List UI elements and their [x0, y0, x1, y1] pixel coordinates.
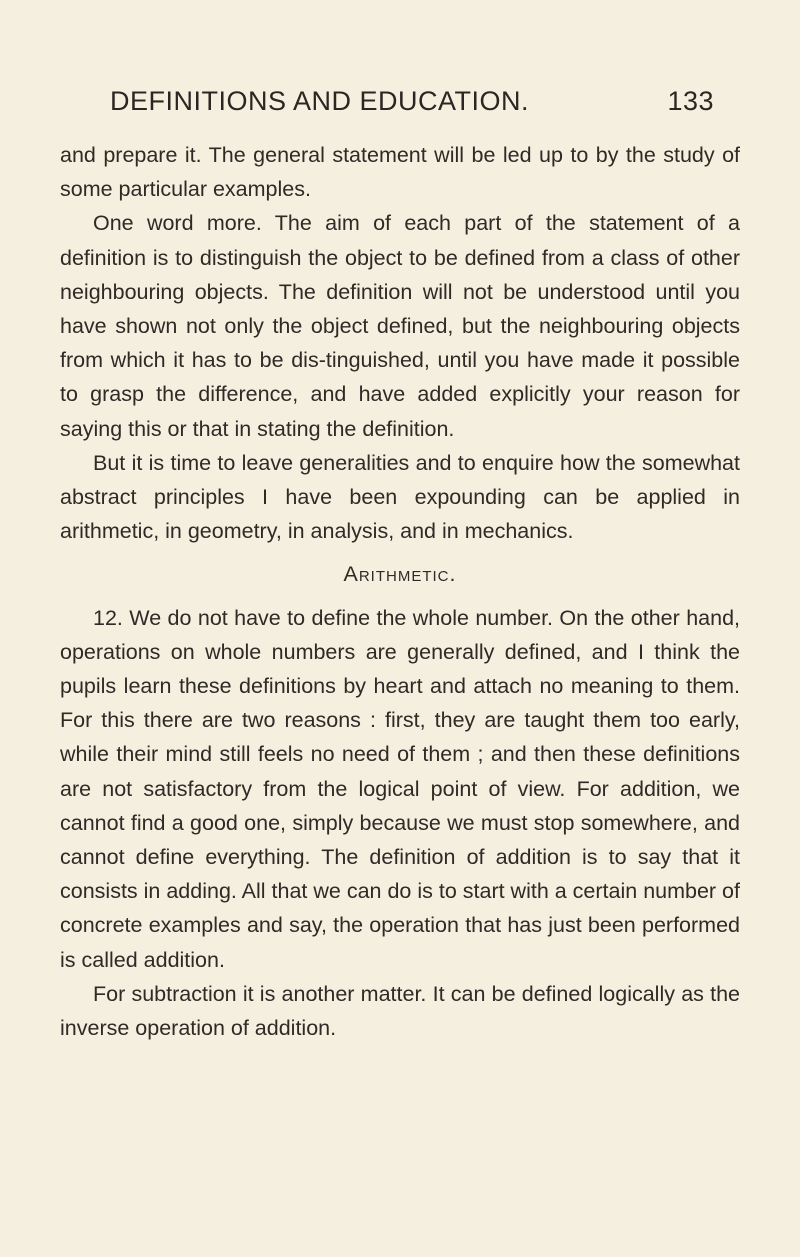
body-text	[60, 138, 740, 1045]
paragraph-12-whole-number: 12. We do not have to define the whole number. On the other hand, operations on whole numbers are generally defined, and I think the pupils learn these definitions by heart and attach no meaning to them. For this there are two reasons : first, they are taught them too early, while their mind still feels no need of them ; and then these definitions are not satisfactory from the logical point of view. For addition, we cannot find a good one, simply because we must stop somewhere, and cannot define everything. The definition of addition is to say that it consists in adding. All that we can do is to start with a certain number of concrete examples and say, the operation that has just been performed is called addition.	[60, 605, 740, 972]
paragraph-continuation: and prepare it. The general statement will be led up to by the study of some particular examples.	[60, 143, 740, 202]
section-heading-arithmetic: Arithmetic.	[343, 562, 457, 587]
paragraph-generalities: But it is time to leave generalities and to enquire how the somewhat abstract principles I have been expounding can be applied in arithmetic, in geometry, in analysis, and in mechanics.	[60, 450, 740, 544]
running-header	[60, 86, 740, 126]
paragraph-one-word-more: One word more. The aim of each part of the statement of a definition is to distinguish the object to be defined from a class of other neighbouring objects. The definition will not be understood until you have shown not only the object defined, but the neighbouring objects from which it has to be dis-tinguished, until you have made it possible to grasp the difference, and have added explicitly your reason for saying this or that in stating the definition.	[60, 211, 740, 441]
chapter-title: DEFINITIONS AND EDUCATION.	[110, 86, 530, 116]
paragraph-subtraction: For subtraction it is another matter. It can be defined logically as the inverse operation of addition.	[60, 981, 740, 1041]
page-number: 133	[667, 86, 714, 116]
